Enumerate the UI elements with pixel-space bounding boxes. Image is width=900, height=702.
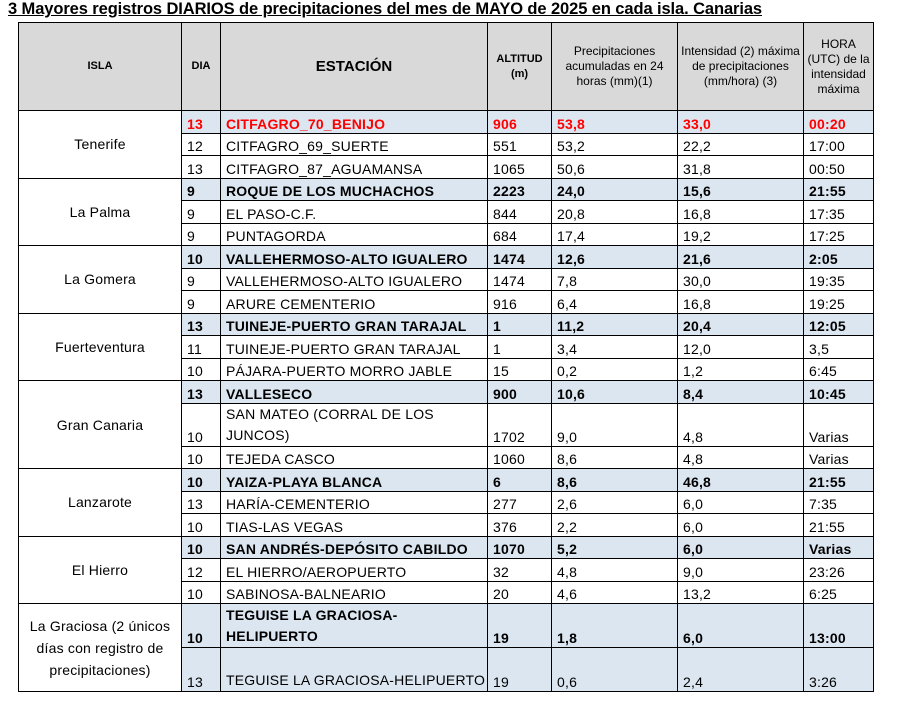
cell-estacion: CITFAGRO_69_SUERTE [221, 133, 488, 156]
table-row [19, 381, 874, 404]
cell-hora: 12:05 [804, 313, 874, 336]
cell-dia: 13 [182, 648, 221, 692]
cell-dia: 10 [182, 581, 221, 604]
cell-hora: 00:20 [804, 111, 874, 134]
cell-altitud: 376 [488, 514, 552, 537]
cell-hora: 17:00 [804, 133, 874, 156]
cell-intensidad: 19,2 [678, 223, 804, 246]
cell-intensidad: 6,0 [678, 604, 804, 648]
cell-dia: 13 [182, 156, 221, 179]
cell-altitud: 1474 [488, 268, 552, 291]
cell-hora: 6:45 [804, 358, 874, 381]
cell-intensidad: 15,6 [678, 178, 804, 201]
cell-dia: 9 [182, 223, 221, 246]
cell-hora: 10:45 [804, 381, 874, 404]
cell-dia: 12 [182, 133, 221, 156]
cell-altitud: 684 [488, 223, 552, 246]
cell-isla: El Hierro [19, 536, 182, 604]
table-row [19, 111, 874, 134]
cell-intensidad: 1,2 [678, 358, 804, 381]
cell-precip: 0,6 [552, 648, 678, 692]
cell-dia: 10 [182, 536, 221, 559]
cell-estacion: TEGUISE LA GRACIOSA-HELIPUERTO [221, 604, 488, 648]
cell-altitud: 19 [488, 648, 552, 692]
table-row [19, 313, 874, 336]
cell-altitud: 15 [488, 358, 552, 381]
cell-dia: 13 [182, 381, 221, 404]
cell-intensidad: 6,0 [678, 491, 804, 514]
cell-precip: 5,2 [552, 536, 678, 559]
cell-intensidad: 9,0 [678, 559, 804, 582]
cell-hora: 17:25 [804, 223, 874, 246]
cell-dia: 9 [182, 268, 221, 291]
cell-hora: 3:26 [804, 648, 874, 692]
cell-precip: 53,8 [552, 111, 678, 134]
cell-altitud: 906 [488, 111, 552, 134]
cell-estacion: VALLEHERMOSO-ALTO IGUALERO [221, 268, 488, 291]
cell-precip: 8,6 [552, 469, 678, 492]
cell-altitud: 916 [488, 291, 552, 314]
cell-precip: 2,6 [552, 491, 678, 514]
cell-estacion: TEGUISE LA GRACIOSA-HELIPUERTO [221, 648, 488, 692]
cell-precip: 7,8 [552, 268, 678, 291]
cell-intensidad: 31,8 [678, 156, 804, 179]
cell-dia: 10 [182, 604, 221, 648]
header-precipitaciones: Precipitaciones acumuladas en 24 horas (mm)(1) [552, 23, 678, 111]
cell-altitud: 1070 [488, 536, 552, 559]
cell-estacion: CITFAGRO_87_AGUAMANSA [221, 156, 488, 179]
cell-intensidad: 12,0 [678, 336, 804, 359]
cell-hora: Varias [804, 536, 874, 559]
cell-hora: Varias [804, 403, 874, 446]
cell-dia: 9 [182, 291, 221, 314]
cell-dia: 10 [182, 514, 221, 537]
cell-estacion: YAIZA-PLAYA BLANCA [221, 469, 488, 492]
cell-isla: Fuerteventura [19, 313, 182, 381]
table-row [19, 178, 874, 201]
page-title: 3 Mayores registros DIARIOS de precipitaciones del mes de MAYO de 2025 en cada isla. Canarias [8, 0, 762, 18]
cell-estacion: SAN MATEO (CORRAL DE LOS JUNCOS) [221, 403, 488, 446]
cell-dia: 13 [182, 111, 221, 134]
cell-precip: 11,2 [552, 313, 678, 336]
cell-intensidad: 20,4 [678, 313, 804, 336]
cell-altitud: 1 [488, 336, 552, 359]
cell-hora: 6:25 [804, 581, 874, 604]
header-row [19, 23, 874, 111]
cell-estacion: VALLESECO [221, 381, 488, 404]
table-row [19, 604, 874, 648]
cell-altitud: 1702 [488, 403, 552, 446]
cell-precip: 3,4 [552, 336, 678, 359]
cell-intensidad: 16,8 [678, 201, 804, 224]
cell-estacion: TUINEJE-PUERTO GRAN TARAJAL [221, 313, 488, 336]
cell-isla: La Gomera [19, 246, 182, 314]
cell-dia: 10 [182, 358, 221, 381]
cell-estacion: SAN ANDRÉS-DEPÓSITO CABILDO [221, 536, 488, 559]
cell-altitud: 551 [488, 133, 552, 156]
cell-intensidad: 2,4 [678, 648, 804, 692]
cell-hora: 2:05 [804, 246, 874, 269]
cell-dia: 10 [182, 469, 221, 492]
cell-altitud: 844 [488, 201, 552, 224]
cell-estacion: SABINOSA-BALNEARIO [221, 581, 488, 604]
cell-altitud: 20 [488, 581, 552, 604]
cell-intensidad: 6,0 [678, 536, 804, 559]
cell-dia: 13 [182, 313, 221, 336]
cell-precip: 50,6 [552, 156, 678, 179]
cell-isla: Lanzarote [19, 469, 182, 537]
cell-isla: La Palma [19, 178, 182, 246]
cell-hora: 3,5 [804, 336, 874, 359]
cell-dia: 9 [182, 201, 221, 224]
cell-estacion: TUINEJE-PUERTO GRAN TARAJAL [221, 336, 488, 359]
header-altitud: ALTITUD (m) [488, 23, 552, 111]
cell-isla: Gran Canaria [19, 381, 182, 469]
cell-isla: La Graciosa (2 únicos días con registro de precipitaciones) [19, 604, 182, 692]
cell-intensidad: 16,8 [678, 291, 804, 314]
cell-hora: 17:35 [804, 201, 874, 224]
cell-altitud: 19 [488, 604, 552, 648]
cell-dia: 10 [182, 446, 221, 469]
cell-altitud: 1 [488, 313, 552, 336]
cell-intensidad: 21,6 [678, 246, 804, 269]
table-row [19, 536, 874, 559]
cell-altitud: 900 [488, 381, 552, 404]
cell-hora: 23:26 [804, 559, 874, 582]
cell-isla: Tenerife [19, 111, 182, 179]
cell-intensidad: 46,8 [678, 469, 804, 492]
cell-altitud: 1474 [488, 246, 552, 269]
cell-intensidad: 22,2 [678, 133, 804, 156]
cell-hora: 13:00 [804, 604, 874, 648]
cell-intensidad: 4,8 [678, 446, 804, 469]
cell-intensidad: 13,2 [678, 581, 804, 604]
header-dia: DIA [182, 23, 221, 111]
table-row [19, 246, 874, 269]
cell-precip: 53,2 [552, 133, 678, 156]
cell-precip: 1,8 [552, 604, 678, 648]
cell-precip: 2,2 [552, 514, 678, 537]
cell-altitud: 6 [488, 469, 552, 492]
cell-precip: 10,6 [552, 381, 678, 404]
cell-estacion: CITFAGRO_70_BENIJO [221, 111, 488, 134]
cell-altitud: 2223 [488, 178, 552, 201]
cell-estacion: EL HIERRO/AEROPUERTO [221, 559, 488, 582]
cell-hora: 21:55 [804, 178, 874, 201]
cell-altitud: 1065 [488, 156, 552, 179]
cell-hora: 21:55 [804, 514, 874, 537]
header-estacion: ESTACIÓN [221, 23, 488, 111]
cell-precip: 9,0 [552, 403, 678, 446]
cell-estacion: EL PASO-C.F. [221, 201, 488, 224]
cell-estacion: TIAS-LAS VEGAS [221, 514, 488, 537]
header-hora: HORA (UTC) de la intensidad máxima [804, 23, 874, 111]
cell-estacion: VALLEHERMOSO-ALTO IGUALERO [221, 246, 488, 269]
cell-precip: 8,6 [552, 446, 678, 469]
cell-precip: 4,6 [552, 581, 678, 604]
cell-precip: 0,2 [552, 358, 678, 381]
cell-precip: 6,4 [552, 291, 678, 314]
cell-estacion: TEJEDA CASCO [221, 446, 488, 469]
cell-precip: 20,8 [552, 201, 678, 224]
cell-estacion: PUNTAGORDA [221, 223, 488, 246]
cell-hora: 19:35 [804, 268, 874, 291]
cell-dia: 13 [182, 491, 221, 514]
cell-precip: 24,0 [552, 178, 678, 201]
cell-dia: 12 [182, 559, 221, 582]
cell-intensidad: 30,0 [678, 268, 804, 291]
header-intensidad: Intensidad (2) máxima de precipitaciones (mm/hora) (3) [678, 23, 804, 111]
cell-estacion: HARÍA-CEMENTERIO [221, 491, 488, 514]
cell-dia: 9 [182, 178, 221, 201]
cell-estacion: ROQUE DE LOS MUCHACHOS [221, 178, 488, 201]
table-body [19, 111, 874, 692]
cell-precip: 12,6 [552, 246, 678, 269]
cell-intensidad: 33,0 [678, 111, 804, 134]
cell-precip: 17,4 [552, 223, 678, 246]
cell-hora: 00:50 [804, 156, 874, 179]
cell-altitud: 32 [488, 559, 552, 582]
cell-intensidad: 8,4 [678, 381, 804, 404]
cell-dia: 11 [182, 336, 221, 359]
header-isla: ISLA [19, 23, 182, 111]
cell-precip: 4,8 [552, 559, 678, 582]
cell-estacion: PÁJARA-PUERTO MORRO JABLE [221, 358, 488, 381]
cell-dia: 10 [182, 246, 221, 269]
cell-estacion: ARURE CEMENTERIO [221, 291, 488, 314]
cell-altitud: 1060 [488, 446, 552, 469]
cell-intensidad: 4,8 [678, 403, 804, 446]
precipitation-table [18, 22, 874, 692]
cell-hora: 19:25 [804, 291, 874, 314]
cell-hora: Varias [804, 446, 874, 469]
cell-altitud: 277 [488, 491, 552, 514]
cell-dia: 10 [182, 403, 221, 446]
cell-hora: 7:35 [804, 491, 874, 514]
cell-intensidad: 6,0 [678, 514, 804, 537]
cell-hora: 21:55 [804, 469, 874, 492]
table-row [19, 469, 874, 492]
